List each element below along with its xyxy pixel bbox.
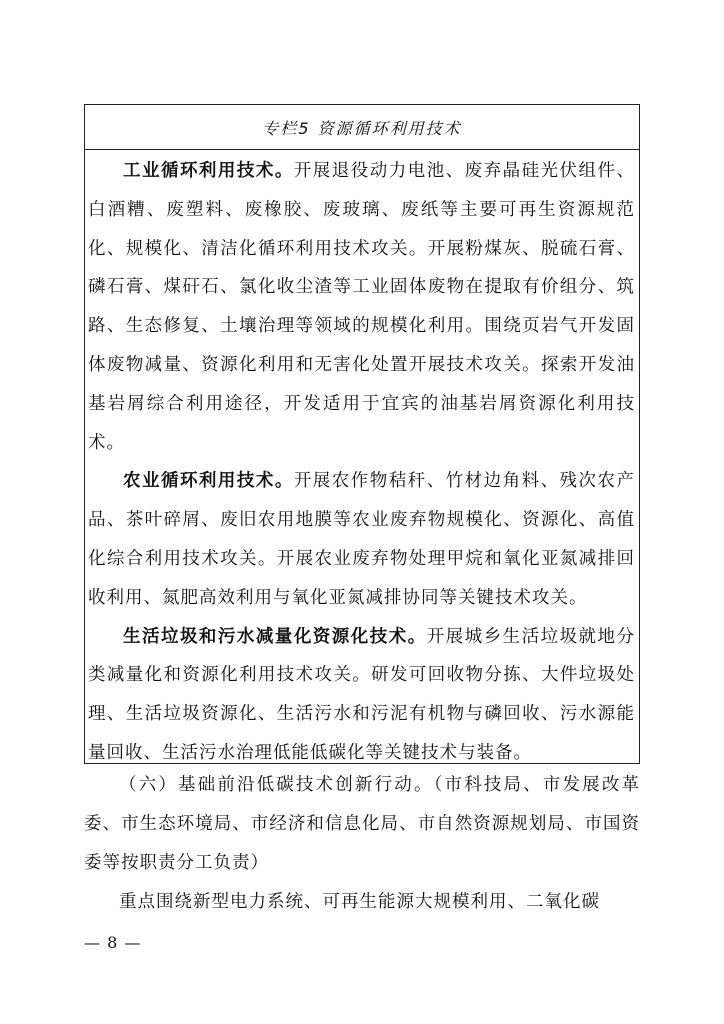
paragraph-lead: 生活垃圾和污水减量化资源化技术。 — [123, 626, 427, 647]
column-title: 专栏5 资源循环利用技术 — [85, 105, 639, 150]
column-box — [84, 104, 640, 764]
section-body-block — [84, 883, 640, 922]
paragraph-text: 开展退役动力电池、废弃晶硅光伏组件、白酒糟、废塑料、废橡胶、废玻璃、废纸等主要可再生资源规范化、规模化、清洁化循环利用技术攻关。开展粉煤灰、脱硫石膏、磷石膏、煤矸石、氯化收尘渣等工业固体废物在提取有价组分、筑路、生态修复、土壤治理等领域的规模化利用。围绕页岩气开发固体废物减量、资源化利用和无害化处置开展技术攻关。探索开发油基岩屑综合利用途径，开发适用于宜宾的油基岩屑资源化利用技术。 — [88, 161, 635, 453]
column-body — [85, 150, 639, 773]
column-paragraph-agricultural — [88, 462, 635, 617]
column-paragraph-domestic-waste — [88, 618, 635, 773]
column-paragraph-industrial — [88, 152, 635, 462]
paragraph-lead: 工业循环利用技术。 — [123, 161, 294, 181]
paragraph-text: 开展农作物秸秆、竹材边角料、残次农产品、茶叶碎屑、废旧农用地膜等农业废弃物规模化、资源化、高值化综合利用技术攻关。开展农业废弃物处理甲烷和氧化亚氮减排回收利用、氮肥高效利用与氧化亚氮减排协同等关键技术攻关。 — [88, 471, 635, 608]
section-heading-block — [84, 766, 640, 883]
section-heading: （六）基础前沿低碳技术创新行动。（市科技局、市发展改革委、市生态环境局、市经济和信息化局、市自然资源规划局、市国资委等按职责分工负责） — [84, 775, 640, 873]
paragraph-text: 开展城乡生活垃圾就地分类减量化和资源化利用技术攻关。研发可回收物分拣、大件垃圾处理、生活垃圾资源化、生活污水和污泥有机物与磷回收、污水源能量回收、生活污水治理低能低碳化等关键技术与装备。 — [88, 626, 636, 763]
page-number: — 8 — — [84, 933, 142, 952]
section-body: 重点围绕新型电力系统、可再生能源大规模利用、二氧化碳 — [119, 892, 600, 912]
paragraph-lead: 农业循环利用技术。 — [123, 471, 294, 492]
